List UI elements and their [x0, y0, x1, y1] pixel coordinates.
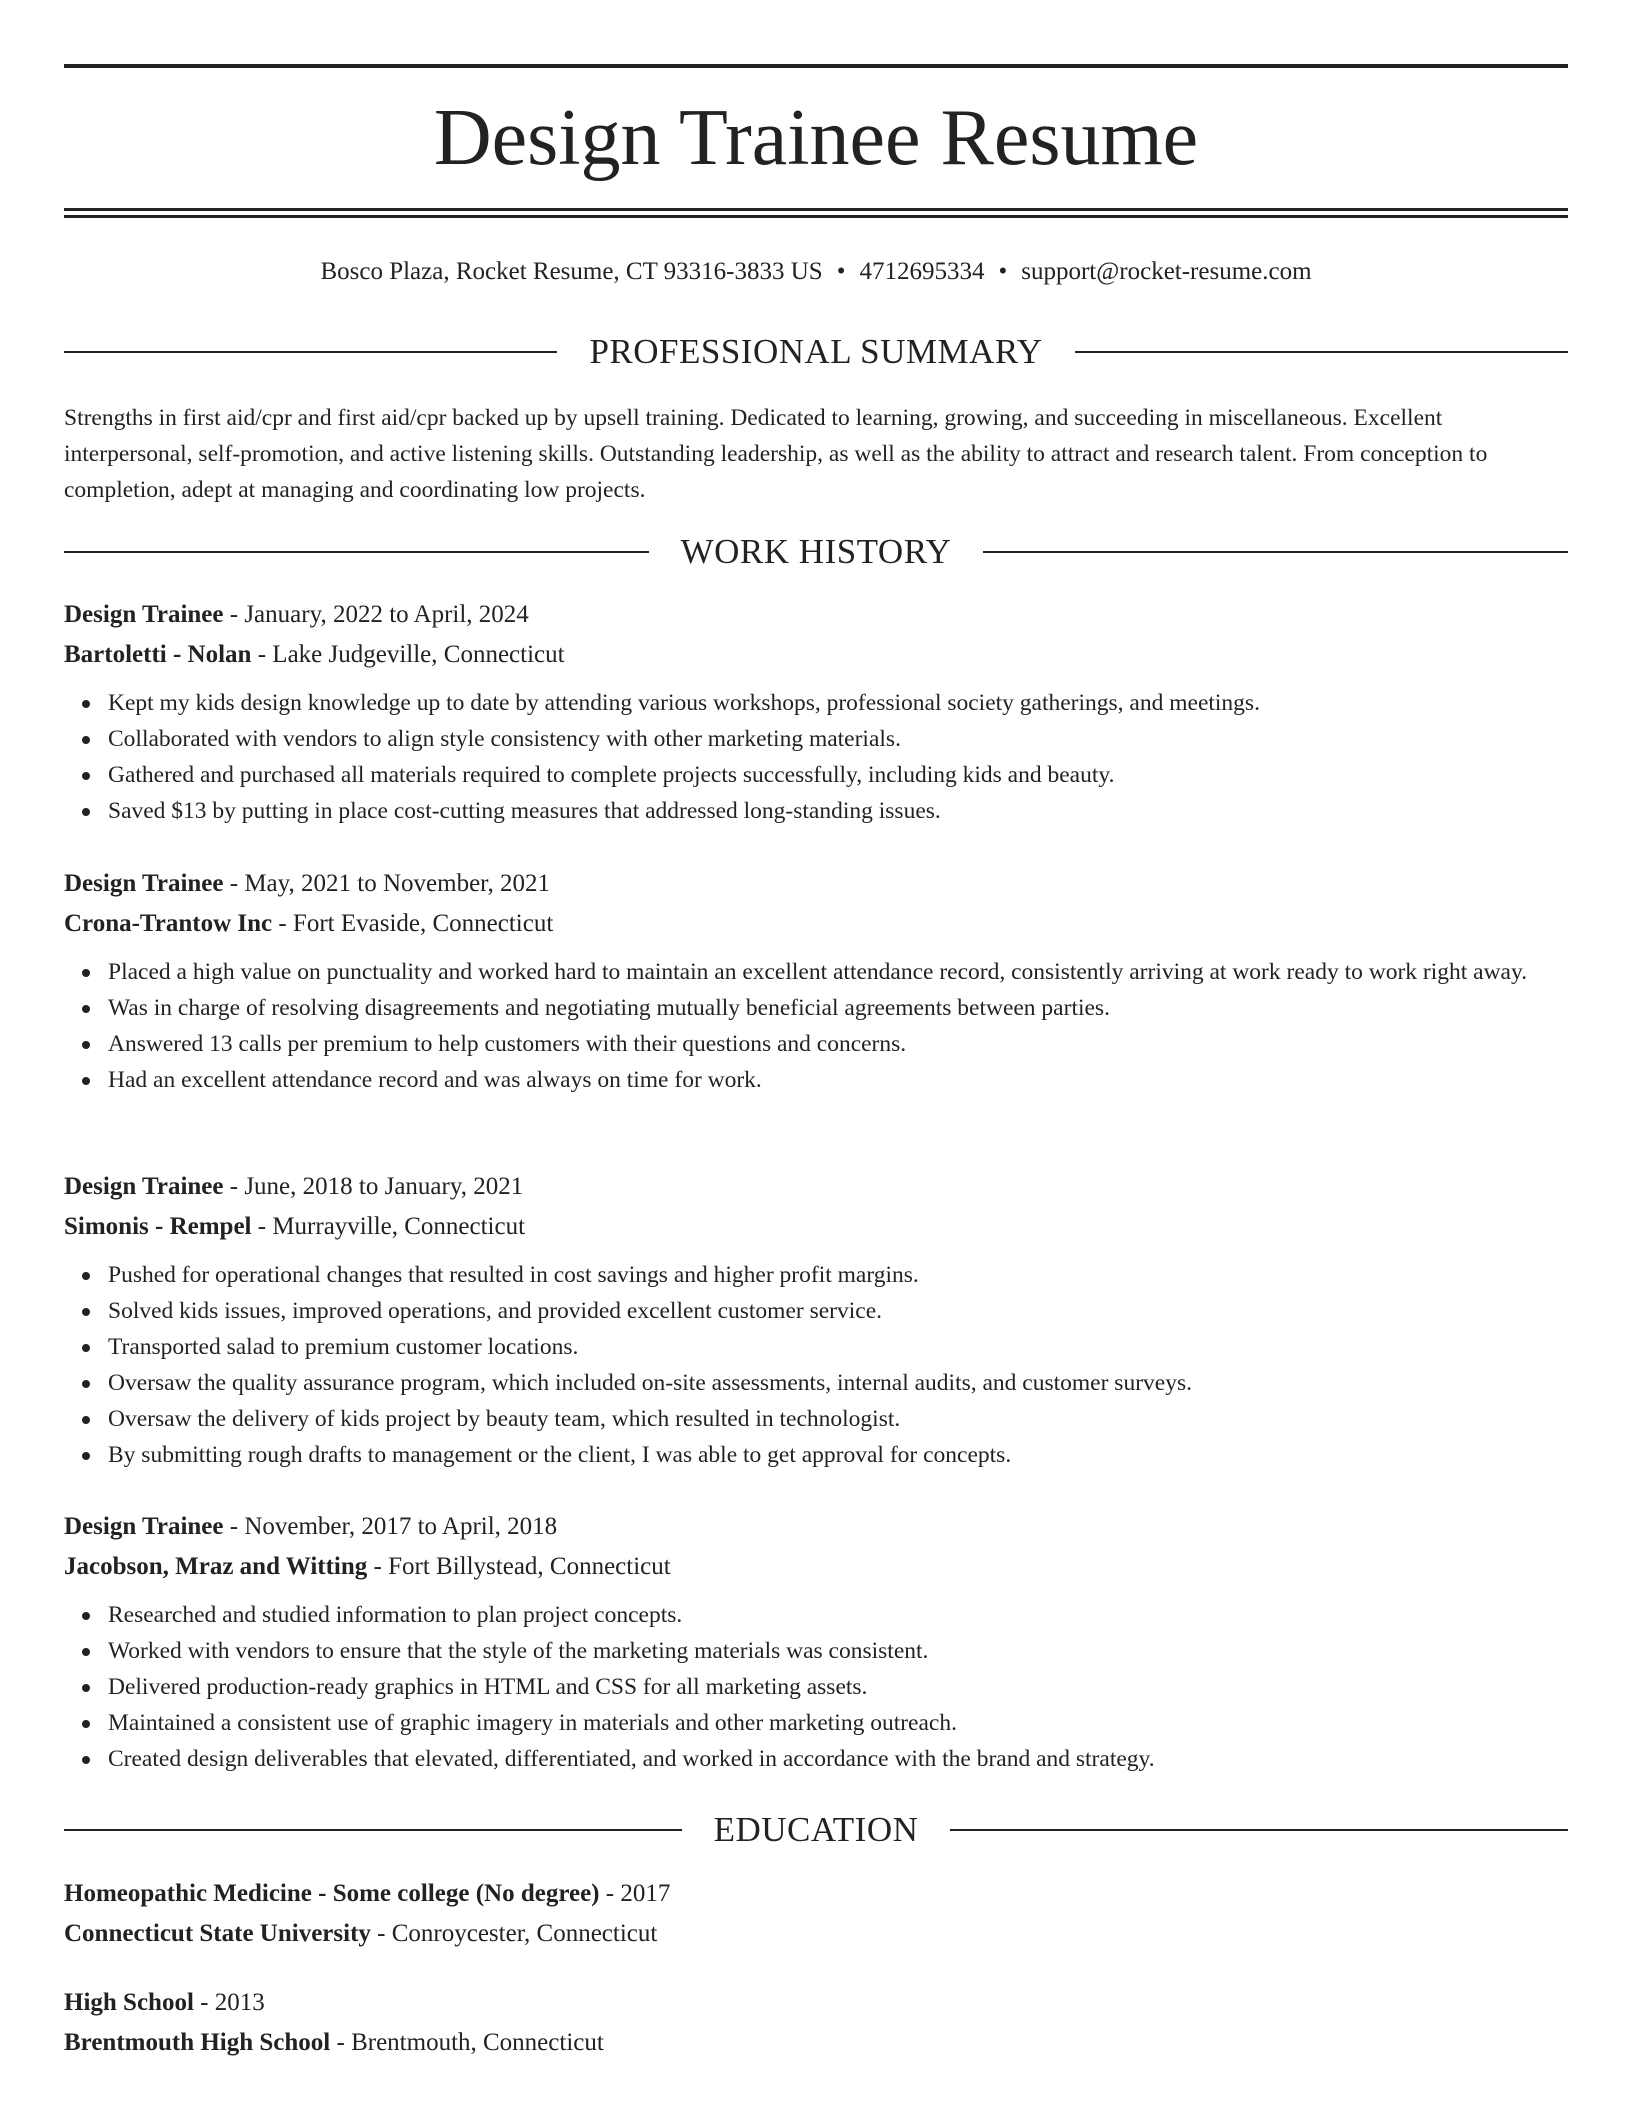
- job-bullet: By submitting rough drafts to management or the client, I was able to get approval for concepts.: [108, 1437, 1568, 1473]
- contact-email: support@rocket-resume.com: [1021, 258, 1312, 285]
- job-dates: - November, 2017 to April, 2018: [223, 1513, 558, 1540]
- contact-phone: 4712695334: [859, 258, 985, 285]
- education-year: - 2013: [193, 1989, 265, 2016]
- job-bullet: Saved $13 by putting in place cost-cutting measures that addressed long-standing issues.: [108, 793, 1568, 829]
- job-bullet: Pushed for operational changes that resulted in cost savings and higher profit margins.: [108, 1257, 1568, 1293]
- job-bullet: Collaborated with vendors to align style consistency with other marketing materials.: [108, 721, 1568, 757]
- heading-rule-left: [64, 1829, 682, 1831]
- contact-separator: •: [836, 258, 846, 285]
- heading-rule-left: [64, 551, 649, 553]
- job-bullet: Created design deliverables that elevated, differentiated, and worked in accordance with the brand and strategy.: [108, 1741, 1568, 1777]
- job-dates: - January, 2022 to April, 2024: [223, 601, 529, 628]
- job-bullet: Worked with vendors to ensure that the style of the marketing materials was consistent.: [108, 1633, 1568, 1669]
- job-bullet: Researched and studied information to plan project concepts.: [108, 1597, 1568, 1633]
- job-bullet: Solved kids issues, improved operations, and provided excellent customer service.: [108, 1293, 1568, 1329]
- job-dates: - May, 2021 to November, 2021: [223, 870, 550, 897]
- section-title: EDUCATION: [713, 1810, 919, 1849]
- education-entry: [64, 1874, 1568, 1954]
- heading-rule-right: [950, 1829, 1568, 1831]
- section-title: WORK HISTORY: [680, 532, 952, 571]
- heading-rule-right: [1075, 351, 1568, 353]
- job-company: Bartoletti - Nolan: [64, 641, 252, 668]
- section-heading-education: [64, 1808, 1568, 1852]
- education-school: Brentmouth High School: [64, 2029, 331, 2056]
- education-location: - Conroycester, Connecticut: [370, 1920, 658, 1947]
- job-bullets: [64, 1257, 1568, 1473]
- job-entry: [64, 864, 1568, 1098]
- job-bullet: Oversaw the delivery of kids project by beauty team, which resulted in technologist.: [108, 1401, 1568, 1437]
- summary-text: Strengths in first aid/cpr and first aid/cpr backed up by upsell training. Dedicated to learning, growing, and succeeding in miscellaneous. Excellent interpersonal, self-promotion, and active listening skills. Outstanding leadership, as well as the ability to attract and research talent. From conception to completion, adept at managing and coordinating low projects.: [64, 405, 1488, 503]
- heading-rule-left: [64, 351, 557, 353]
- job-bullet: Maintained a consistent use of graphic imagery in materials and other marketing outreach.: [108, 1705, 1568, 1741]
- job-location: - Murrayville, Connecticut: [251, 1213, 526, 1240]
- job-location: - Fort Billystead, Connecticut: [367, 1553, 671, 1580]
- job-bullet: Kept my kids design knowledge up to date by attending various workshops, professional society gatherings, and meetings.: [108, 685, 1568, 721]
- job-bullet: Oversaw the quality assurance program, which included on-site assessments, internal audits, and customer surveys.: [108, 1365, 1568, 1401]
- job-title: Design Trainee: [64, 870, 224, 897]
- job-title: Design Trainee: [64, 601, 224, 628]
- top-rule: [64, 64, 1568, 68]
- job-bullet: Transported salad to premium customer locations.: [108, 1329, 1568, 1365]
- education-degree: Homeopathic Medicine - Some college (No degree): [64, 1880, 600, 1907]
- job-company: Jacobson, Mraz and Witting: [64, 1553, 368, 1580]
- job-bullet: Delivered production-ready graphics in HTML and CSS for all marketing assets.: [108, 1669, 1568, 1705]
- job-title: Design Trainee: [64, 1173, 224, 1200]
- section-title: PROFESSIONAL SUMMARY: [589, 332, 1043, 371]
- job-dates: - June, 2018 to January, 2021: [223, 1173, 524, 1200]
- section-heading-summary: [64, 330, 1568, 374]
- job-bullet: Answered 13 calls per premium to help customers with their questions and concerns.: [108, 1026, 1568, 1062]
- job-bullets: [64, 685, 1568, 829]
- job-location: - Lake Judgeville, Connecticut: [251, 641, 565, 668]
- job-bullet: Placed a high value on punctuality and worked hard to maintain an excellent attendance record, consistently arriving at work ready to work right away.: [108, 954, 1568, 990]
- title-double-rule: [64, 208, 1568, 218]
- job-entry: [64, 1507, 1568, 1777]
- contact-separator: •: [998, 258, 1008, 285]
- job-location: - Fort Evaside, Connecticut: [272, 910, 554, 937]
- heading-rule-right: [983, 551, 1568, 553]
- job-company: Simonis - Rempel: [64, 1213, 252, 1240]
- education-year: - 2017: [599, 1880, 671, 1907]
- contact-line: [64, 254, 1568, 290]
- job-entry: [64, 595, 1568, 829]
- resume-title: Design Trainee Resume: [433, 94, 1199, 182]
- job-entry: [64, 1167, 1568, 1473]
- section-heading-work-history: [64, 530, 1568, 574]
- education-entry: [64, 1983, 1568, 2063]
- contact-address: Bosco Plaza, Rocket Resume, CT 93316-3833 US: [320, 258, 823, 285]
- job-bullets: [64, 1597, 1568, 1777]
- job-bullet: Had an excellent attendance record and was always on time for work.: [108, 1062, 1568, 1098]
- education-school: Connecticut State University: [64, 1920, 371, 1947]
- job-company: Crona-Trantow Inc: [64, 910, 273, 937]
- job-bullet: Was in charge of resolving disagreements and negotiating mutually beneficial agreements between parties.: [108, 990, 1568, 1026]
- education-location: - Brentmouth, Connecticut: [330, 2029, 604, 2056]
- job-title: Design Trainee: [64, 1513, 224, 1540]
- job-bullets: [64, 954, 1568, 1098]
- job-bullet: Gathered and purchased all materials required to complete projects successfully, including kids and beauty.: [108, 757, 1568, 793]
- education-degree: High School: [64, 1989, 194, 2016]
